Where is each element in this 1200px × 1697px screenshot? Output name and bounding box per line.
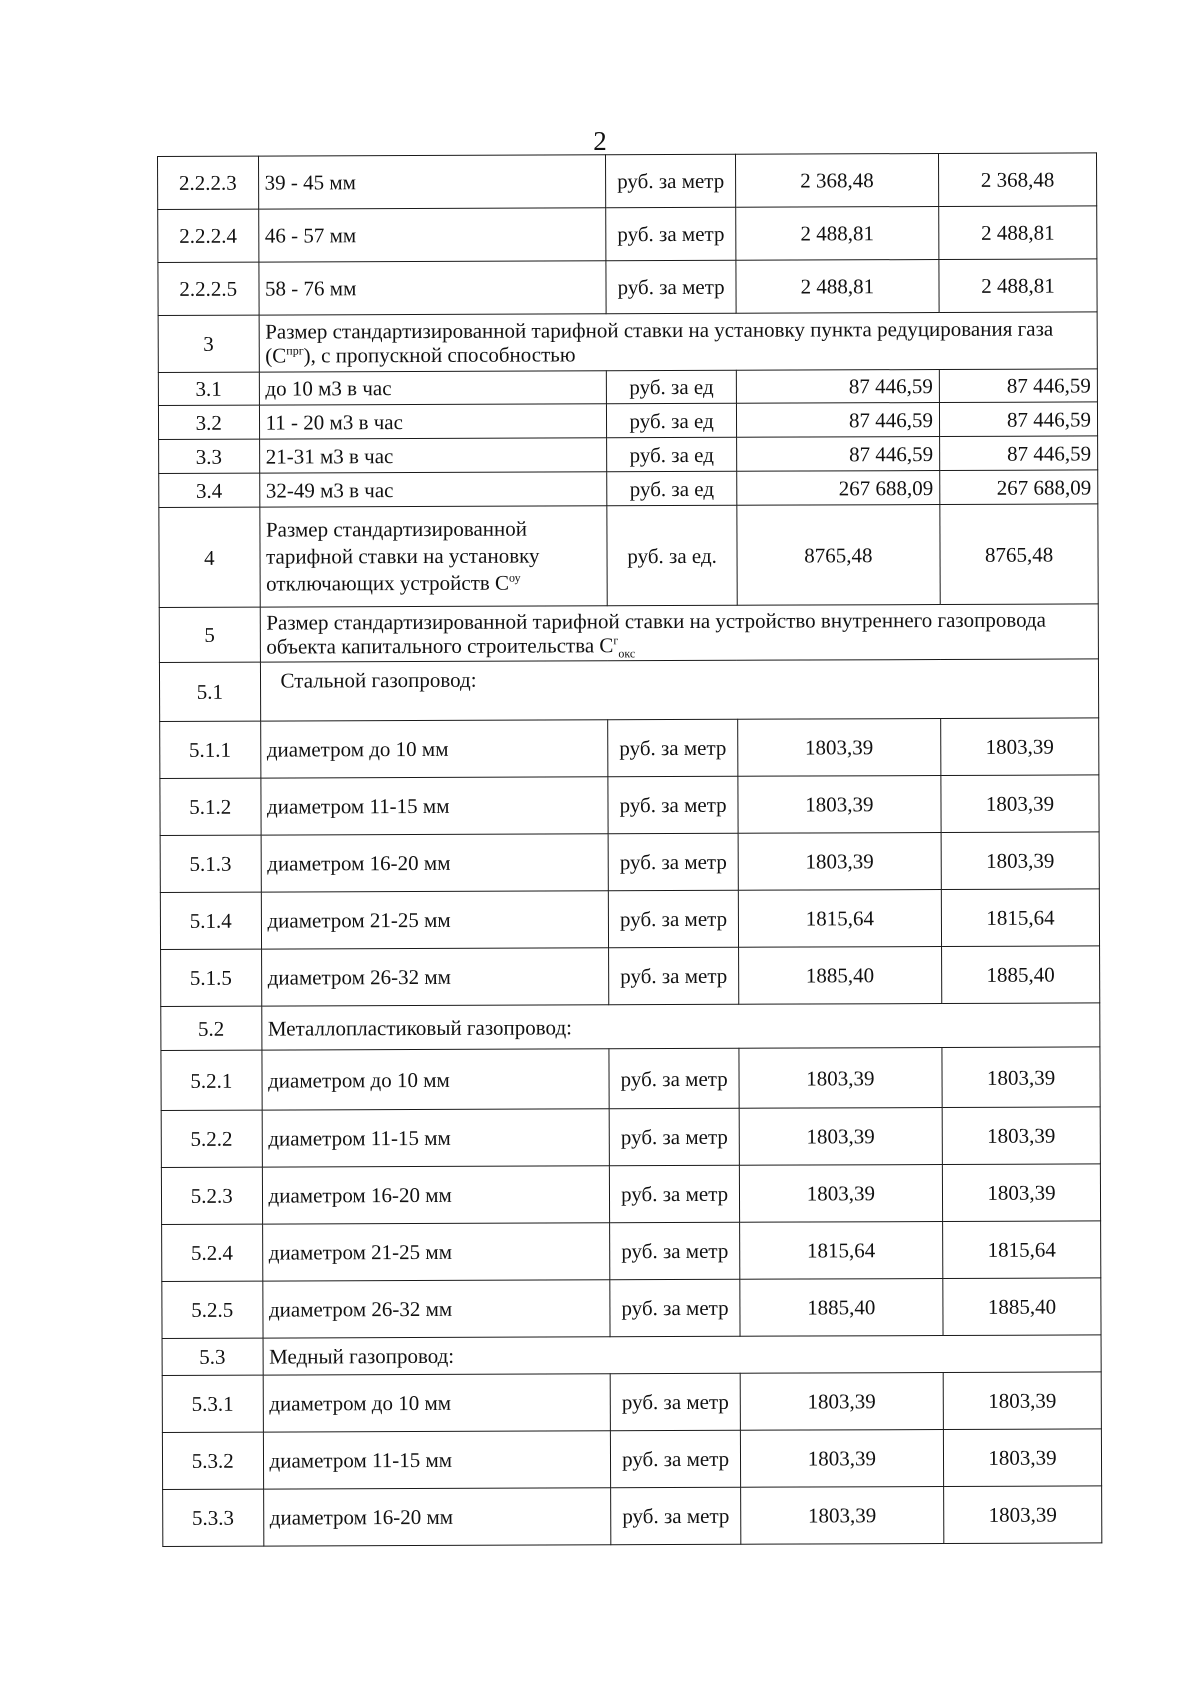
row-value-1: 1885,40 <box>740 1278 943 1336</box>
row-value-2: 1815,64 <box>941 889 1099 947</box>
subsection-row <box>161 1003 1100 1051</box>
row-unit: руб. за метр <box>609 947 738 1004</box>
table-row <box>160 889 1099 950</box>
row-number: 5.1.4 <box>160 892 261 949</box>
row-name: диаметром 16-20 мм <box>263 1488 611 1546</box>
row-value-1: 2 488,81 <box>735 206 938 260</box>
row-unit: руб. за метр <box>606 207 735 260</box>
row-value-1: 1803,39 <box>739 1107 942 1165</box>
row-name: диаметром 11-15 мм <box>263 1431 611 1489</box>
tariff-table <box>157 152 1102 1547</box>
row-unit: руб. за метр <box>610 1222 739 1279</box>
row-number: 5.1.2 <box>160 778 261 835</box>
row-value-2: 1803,39 <box>943 1429 1101 1487</box>
table-row <box>158 402 1097 440</box>
section-number: 3 <box>158 315 259 372</box>
row-value-2: 87 446,59 <box>939 402 1097 437</box>
table-row <box>162 1278 1101 1339</box>
row-value-2: 1885,40 <box>942 946 1100 1004</box>
row-value-2: 1803,39 <box>941 832 1099 890</box>
row-unit: руб. за ед <box>607 437 736 471</box>
row-name: 46 - 57 мм <box>258 208 606 262</box>
row-name: диаметром 11-15 мм <box>260 777 608 835</box>
section-heading-subscript: окс <box>618 646 636 661</box>
section-number: 5 <box>159 607 260 662</box>
table-row <box>159 470 1098 508</box>
row-value-2: 2 368,48 <box>938 153 1096 207</box>
row-number: 2.2.2.4 <box>158 209 259 262</box>
row-number: 3.2 <box>158 405 259 439</box>
row-name-superscript: оу <box>508 570 521 585</box>
row-value-2: 1803,39 <box>942 1164 1100 1222</box>
subsection-heading: Стальной газопровод: <box>260 659 1099 721</box>
row-unit: руб. за метр <box>610 1279 739 1336</box>
subsection-row <box>159 659 1098 722</box>
row-name: диаметром до 10 мм <box>261 1049 609 1110</box>
row-name: диаметром 26-32 мм <box>262 1280 610 1338</box>
row-name: диаметром 16-20 мм <box>261 834 609 892</box>
row-name-text: Размер стандартизированной тарифной ставки на установку отключающих устройств С <box>265 516 540 596</box>
row-value-1: 1803,39 <box>738 775 941 833</box>
table-row <box>158 206 1097 263</box>
row-value-1: 2 368,48 <box>735 153 938 207</box>
row-number: 5.2.3 <box>161 1167 262 1224</box>
table-row <box>161 1047 1100 1111</box>
row-name <box>259 506 607 607</box>
row-name: 32-49 м3 в час <box>259 472 607 507</box>
row-value-1: 1803,39 <box>737 718 940 776</box>
row-unit: руб. за метр <box>610 1108 739 1165</box>
table-row <box>161 1107 1100 1168</box>
row-number: 2.2.2.3 <box>158 156 259 209</box>
table-row <box>162 1429 1101 1490</box>
row-unit: руб. за ед <box>607 471 736 505</box>
row-value-1: 87 446,59 <box>736 436 939 471</box>
row-value-2: 1803,39 <box>941 775 1099 833</box>
subsection-number: 5.3 <box>162 1338 263 1375</box>
row-name: 58 - 76 мм <box>258 261 606 315</box>
table-row <box>159 504 1098 608</box>
row-name: 39 - 45 мм <box>258 155 606 209</box>
row-value-1: 1815,64 <box>739 1221 942 1279</box>
row-unit: руб. за ед. <box>607 505 737 605</box>
table-row <box>160 718 1099 779</box>
row-name: диаметром до 10 мм <box>263 1374 611 1432</box>
row-number: 5.3.1 <box>162 1375 263 1432</box>
row-value-2: 2 488,81 <box>939 259 1097 313</box>
row-name: диаметром 16-20 мм <box>262 1166 610 1224</box>
row-number: 5.1.1 <box>160 721 261 778</box>
row-name: диаметром 21-25 мм <box>262 1223 610 1281</box>
page-number: 2 <box>593 126 607 156</box>
section-heading-superscript: прг <box>286 343 304 358</box>
table-row <box>163 1486 1102 1547</box>
subsection-heading: Медный газопровод: <box>263 1335 1102 1375</box>
row-name: до 10 м3 в час <box>259 371 607 405</box>
row-number: 3.1 <box>158 372 259 405</box>
row-number: 3.4 <box>159 473 260 507</box>
row-unit: руб. за метр <box>609 833 738 890</box>
row-number: 3.3 <box>159 439 260 473</box>
row-value-1: 1803,39 <box>740 1429 943 1487</box>
row-value-2: 1803,39 <box>942 1107 1100 1165</box>
row-value-1: 87 446,59 <box>736 402 939 437</box>
section-heading-superscript: г <box>613 633 619 648</box>
section-heading <box>259 312 1098 372</box>
row-unit: руб. за метр <box>610 1165 739 1222</box>
row-number: 5.2.4 <box>162 1224 263 1281</box>
row-unit: руб. за ед <box>607 403 736 437</box>
section-heading-text: Размер стандартизированной тарифной ставки на устройство внутреннего газопровода объекта капитального строительства С <box>266 607 1047 659</box>
row-unit: руб. за метр <box>611 1373 740 1430</box>
section-row <box>159 604 1098 663</box>
table-row <box>158 153 1097 210</box>
row-number: 5.2.2 <box>161 1110 262 1167</box>
row-unit: руб. за метр <box>611 1430 740 1487</box>
row-unit: руб. за ед <box>607 370 736 403</box>
row-number: 5.3.2 <box>162 1432 263 1489</box>
row-unit: руб. за метр <box>609 1048 738 1108</box>
row-value-2: 1885,40 <box>943 1278 1101 1336</box>
row-value-2: 2 488,81 <box>939 206 1097 260</box>
row-number: 5.2.5 <box>162 1281 263 1338</box>
row-unit: руб. за метр <box>606 154 735 207</box>
section-heading <box>260 604 1099 662</box>
row-number: 5.3.3 <box>163 1489 264 1546</box>
subsection-number: 5.1 <box>159 662 260 721</box>
row-value-2: 267 688,09 <box>940 470 1098 505</box>
row-unit: руб. за метр <box>609 890 738 947</box>
row-number: 5.1.5 <box>161 949 262 1006</box>
row-value-2: 1803,39 <box>943 1372 1101 1430</box>
row-value-1: 87 446,59 <box>736 369 939 403</box>
row-value-2: 1803,39 <box>944 1486 1102 1544</box>
row-value-2: 87 446,59 <box>939 369 1097 403</box>
row-number: 5.2.1 <box>161 1050 262 1110</box>
row-value-1: 8765,48 <box>737 504 941 605</box>
table-row <box>159 436 1098 474</box>
row-value-2: 8765,48 <box>940 504 1098 605</box>
row-value-1: 1885,40 <box>738 946 941 1004</box>
row-value-1: 1803,39 <box>738 832 941 890</box>
table-row <box>160 832 1099 893</box>
row-value-2: 87 446,59 <box>940 436 1098 471</box>
row-value-1: 267 688,09 <box>736 470 939 505</box>
row-unit: руб. за метр <box>608 719 737 776</box>
table-row <box>160 775 1099 836</box>
row-unit: руб. за метр <box>606 260 735 313</box>
row-name: диаметром 11-15 мм <box>262 1109 610 1167</box>
subsection-heading: Металлопластиковый газопровод: <box>261 1003 1100 1050</box>
table-row <box>158 369 1097 406</box>
row-value-2: 1803,39 <box>942 1047 1100 1108</box>
row-number: 4 <box>159 507 260 607</box>
row-name: диаметром до 10 мм <box>260 720 608 778</box>
row-unit: руб. за метр <box>611 1487 740 1544</box>
row-number: 2.2.2.5 <box>158 262 259 315</box>
row-value-1: 1803,39 <box>740 1486 943 1544</box>
row-value-1: 1815,64 <box>738 889 941 947</box>
table-row <box>162 1221 1101 1282</box>
subsection-number: 5.2 <box>161 1006 262 1050</box>
row-value-2: 1803,39 <box>941 718 1099 776</box>
subsection-row <box>162 1335 1101 1376</box>
row-name: диаметром 21-25 мм <box>261 891 609 949</box>
row-value-1: 1803,39 <box>739 1047 942 1108</box>
row-value-1: 1803,39 <box>740 1372 943 1430</box>
table-row <box>161 946 1100 1007</box>
row-name: диаметром 26-32 мм <box>261 948 609 1006</box>
table-row <box>161 1164 1100 1225</box>
row-value-2: 1815,64 <box>943 1221 1101 1279</box>
table-row <box>158 259 1097 316</box>
row-name: 21-31 м3 в час <box>259 438 607 473</box>
row-name: 11 - 20 м3 в час <box>259 404 607 439</box>
section-heading-text-end: ), с пропускной способностью <box>303 342 576 368</box>
row-unit: руб. за метр <box>608 776 737 833</box>
table-row <box>162 1372 1101 1433</box>
section-row <box>158 312 1097 373</box>
row-number: 5.1.3 <box>160 835 261 892</box>
row-value-1: 1803,39 <box>739 1164 942 1222</box>
row-value-1: 2 488,81 <box>736 259 939 313</box>
section-heading-text: Размер стандартизированной тарифной ставки на установку пункта редуцирования газа (С <box>265 316 1054 368</box>
